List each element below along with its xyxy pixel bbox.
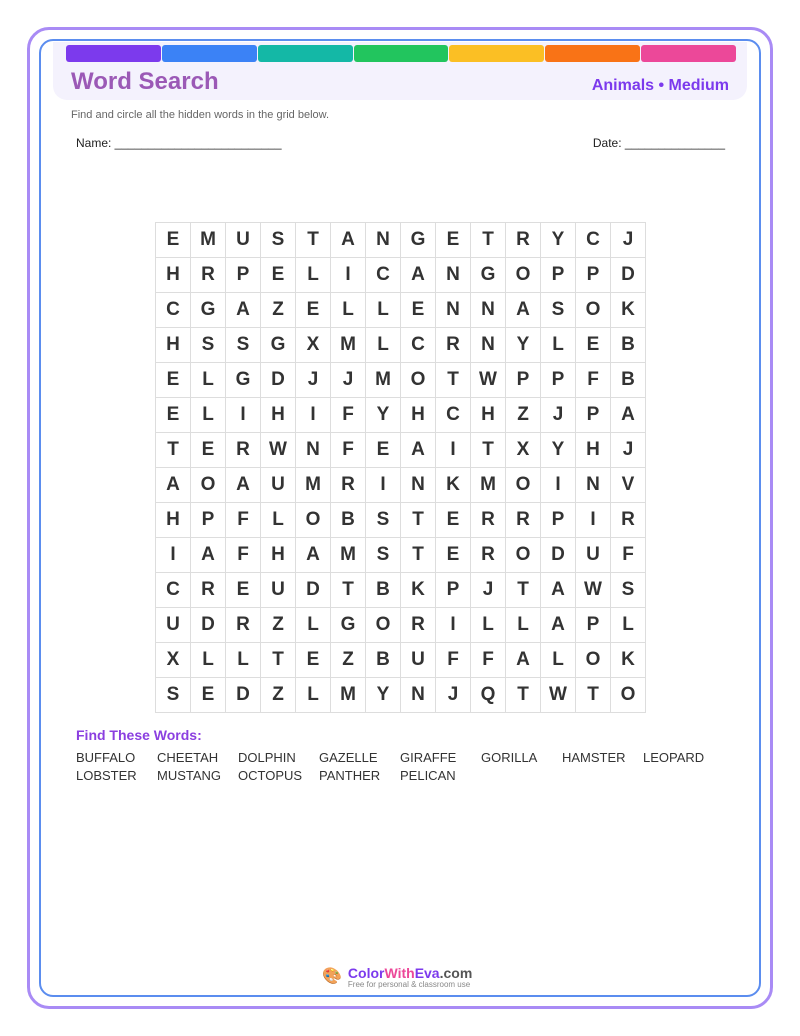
grid-cell[interactable]: L	[261, 503, 296, 538]
grid-cell[interactable]: T	[506, 573, 541, 608]
grid-cell[interactable]: S	[541, 293, 576, 328]
word-grid	[155, 222, 646, 713]
grid-cell[interactable]: R	[611, 503, 646, 538]
grid-cell[interactable]: C	[576, 223, 611, 258]
grid-cell[interactable]: T	[471, 433, 506, 468]
grid-cell[interactable]: D	[261, 363, 296, 398]
grid-cell[interactable]: S	[611, 573, 646, 608]
grid-cell[interactable]: H	[401, 398, 436, 433]
grid-cell[interactable]: W	[541, 678, 576, 713]
grid-cell[interactable]: M	[331, 328, 366, 363]
grid-cell[interactable]: B	[611, 328, 646, 363]
grid-cell[interactable]: L	[471, 608, 506, 643]
grid-cell[interactable]: A	[506, 293, 541, 328]
grid-cell[interactable]: E	[436, 223, 471, 258]
grid-cell[interactable]: W	[471, 363, 506, 398]
color-stripe	[66, 45, 161, 62]
grid-cell[interactable]: I	[541, 468, 576, 503]
page-title: Word Search	[71, 68, 219, 95]
grid-cell[interactable]: S	[366, 503, 401, 538]
grid-cell[interactable]: Y	[541, 433, 576, 468]
grid-cell[interactable]: N	[471, 328, 506, 363]
footer-tagline: Free for personal & classroom use	[347, 980, 471, 989]
grid-cell[interactable]: I	[156, 538, 191, 573]
grid-cell[interactable]: K	[611, 293, 646, 328]
grid-cell[interactable]: T	[471, 223, 506, 258]
grid-cell[interactable]: S	[191, 328, 226, 363]
grid-cell[interactable]: E	[156, 223, 191, 258]
grid-cell[interactable]: Z	[506, 398, 541, 433]
word-item: HAMSTER	[562, 750, 626, 765]
grid-cell[interactable]: H	[261, 398, 296, 433]
grid-cell[interactable]: L	[366, 293, 401, 328]
word-item: CHEETAH	[157, 750, 219, 765]
grid-cell[interactable]: O	[506, 538, 541, 573]
grid-cell[interactable]: R	[401, 608, 436, 643]
grid-cell[interactable]: F	[436, 643, 471, 678]
grid-cell[interactable]: I	[436, 433, 471, 468]
grid-cell[interactable]: R	[191, 258, 226, 293]
grid-cell[interactable]: N	[296, 433, 331, 468]
grid-cell[interactable]: T	[436, 363, 471, 398]
grid-cell[interactable]: C	[156, 293, 191, 328]
grid-cell[interactable]: F	[471, 643, 506, 678]
grid-cell[interactable]: D	[296, 573, 331, 608]
grid-cell[interactable]: U	[226, 223, 261, 258]
grid-cell[interactable]: H	[156, 503, 191, 538]
grid-cell[interactable]: R	[226, 433, 261, 468]
brand-color: Color	[347, 965, 385, 981]
grid-cell[interactable]: E	[401, 293, 436, 328]
grid-cell[interactable]: E	[296, 643, 331, 678]
grid-cell[interactable]: F	[576, 363, 611, 398]
grid-cell[interactable]: V	[611, 468, 646, 503]
grid-cell[interactable]: A	[331, 223, 366, 258]
grid-cell[interactable]: Z	[261, 608, 296, 643]
grid-cell[interactable]: B	[366, 643, 401, 678]
grid-cell[interactable]: T	[401, 503, 436, 538]
grid-cell[interactable]: C	[436, 398, 471, 433]
grid-cell[interactable]: P	[576, 258, 611, 293]
grid-cell[interactable]: P	[541, 503, 576, 538]
date-field: Date: _______________	[592, 136, 725, 150]
grid-cell[interactable]: A	[541, 573, 576, 608]
grid-cell[interactable]: U	[156, 608, 191, 643]
grid-cell[interactable]: O	[576, 293, 611, 328]
grid-cell[interactable]: F	[331, 433, 366, 468]
grid-cell[interactable]: E	[261, 258, 296, 293]
grid-cell[interactable]: F	[226, 538, 261, 573]
grid-cell[interactable]: I	[436, 608, 471, 643]
grid-cell[interactable]: J	[331, 363, 366, 398]
grid-cell[interactable]: G	[471, 258, 506, 293]
grid-cell[interactable]: D	[611, 258, 646, 293]
grid-cell[interactable]: A	[541, 608, 576, 643]
grid-cell[interactable]: F	[331, 398, 366, 433]
color-stripe	[545, 45, 640, 62]
footer-logo	[322, 966, 472, 989]
grid-cell[interactable]: X	[296, 328, 331, 363]
brand-com: .com	[439, 965, 473, 981]
grid-cell[interactable]: E	[366, 433, 401, 468]
grid-cell[interactable]: J	[541, 398, 576, 433]
word-item: LOBSTER	[76, 768, 137, 783]
grid-cell[interactable]: X	[506, 433, 541, 468]
color-stripe	[449, 45, 544, 62]
grid-cell[interactable]: N	[436, 258, 471, 293]
grid-cell[interactable]: D	[226, 678, 261, 713]
color-stripes	[66, 45, 736, 62]
word-item: PELICAN	[400, 768, 456, 783]
grid-cell[interactable]: C	[156, 573, 191, 608]
grid-cell[interactable]: I	[366, 468, 401, 503]
grid-cell[interactable]: A	[191, 538, 226, 573]
grid-cell[interactable]: L	[191, 398, 226, 433]
grid-cell[interactable]: O	[611, 678, 646, 713]
grid-cell[interactable]: Z	[331, 643, 366, 678]
grid-cell[interactable]: T	[261, 643, 296, 678]
grid-cell[interactable]: D	[541, 538, 576, 573]
grid-cell[interactable]: P	[576, 608, 611, 643]
grid-cell[interactable]: N	[401, 468, 436, 503]
grid-cell[interactable]: Q	[471, 678, 506, 713]
grid-cell[interactable]: R	[331, 468, 366, 503]
grid-cell[interactable]: T	[401, 538, 436, 573]
grid-cell[interactable]: P	[226, 258, 261, 293]
grid-cell[interactable]: Y	[541, 223, 576, 258]
grid-cell[interactable]: N	[471, 293, 506, 328]
grid-cell[interactable]: P	[541, 363, 576, 398]
grid-cell[interactable]: A	[401, 433, 436, 468]
name-field: Name: _________________________	[76, 136, 282, 150]
grid-cell[interactable]: Y	[366, 678, 401, 713]
grid-cell[interactable]: T	[576, 678, 611, 713]
grid-cell[interactable]: N	[436, 293, 471, 328]
grid-cell[interactable]: J	[296, 363, 331, 398]
grid-cell[interactable]: E	[296, 293, 331, 328]
grid-cell[interactable]: I	[576, 503, 611, 538]
word-item: PANTHER	[319, 768, 381, 783]
grid-cell[interactable]: E	[436, 538, 471, 573]
grid-cell[interactable]: T	[506, 678, 541, 713]
grid-cell[interactable]: S	[261, 223, 296, 258]
grid-cell[interactable]: H	[156, 258, 191, 293]
grid-cell[interactable]: J	[611, 223, 646, 258]
grid-cell[interactable]: L	[611, 608, 646, 643]
word-item: GORILLA	[481, 750, 538, 765]
grid-cell[interactable]: M	[471, 468, 506, 503]
grid-cell[interactable]: P	[506, 363, 541, 398]
grid-cell[interactable]: U	[261, 468, 296, 503]
grid-cell[interactable]: O	[296, 503, 331, 538]
grid-cell[interactable]: C	[401, 328, 436, 363]
grid-cell[interactable]: G	[191, 293, 226, 328]
grid-cell[interactable]: L	[541, 643, 576, 678]
brand-eva: Eva	[414, 965, 440, 981]
grid-cell[interactable]: L	[366, 328, 401, 363]
word-item: DOLPHIN	[238, 750, 296, 765]
grid-cell[interactable]: K	[401, 573, 436, 608]
word-item: MUSTANG	[157, 768, 222, 783]
grid-cell[interactable]: H	[576, 433, 611, 468]
grid-cell[interactable]: I	[226, 398, 261, 433]
grid-cell[interactable]: T	[331, 573, 366, 608]
grid-cell[interactable]: H	[156, 328, 191, 363]
grid-cell[interactable]: M	[331, 538, 366, 573]
grid-cell[interactable]: O	[506, 468, 541, 503]
grid-cell[interactable]: O	[366, 608, 401, 643]
word-list	[76, 750, 724, 783]
grid-cell[interactable]: Y	[366, 398, 401, 433]
grid-cell[interactable]: S	[226, 328, 261, 363]
grid-cell[interactable]: O	[401, 363, 436, 398]
grid-cell[interactable]: G	[401, 223, 436, 258]
color-stripe	[258, 45, 353, 62]
grid-cell[interactable]: S	[366, 538, 401, 573]
grid-cell[interactable]: E	[191, 433, 226, 468]
grid-cell[interactable]: P	[436, 573, 471, 608]
grid-cell[interactable]: C	[366, 258, 401, 293]
grid-cell[interactable]: O	[191, 468, 226, 503]
grid-cell[interactable]: L	[296, 678, 331, 713]
grid-cell[interactable]: N	[366, 223, 401, 258]
grid-cell[interactable]: L	[296, 608, 331, 643]
grid-cell[interactable]: G	[261, 328, 296, 363]
grid-cell[interactable]: F	[226, 503, 261, 538]
grid-cell[interactable]: A	[506, 643, 541, 678]
grid-cell[interactable]: H	[261, 538, 296, 573]
word-item: LEOPARD	[643, 750, 705, 765]
grid-cell[interactable]: E	[436, 503, 471, 538]
color-stripe	[162, 45, 257, 62]
color-stripe	[354, 45, 449, 62]
grid-cell[interactable]: R	[506, 503, 541, 538]
grid-cell[interactable]: P	[541, 258, 576, 293]
grid-cell[interactable]: A	[401, 258, 436, 293]
grid-cell[interactable]: H	[471, 398, 506, 433]
grid-cell[interactable]: L	[331, 293, 366, 328]
grid-cell[interactable]: B	[611, 363, 646, 398]
grid-cell[interactable]: M	[331, 678, 366, 713]
grid-cell[interactable]: J	[611, 433, 646, 468]
grid-cell[interactable]: X	[156, 643, 191, 678]
grid-cell[interactable]: I	[331, 258, 366, 293]
grid-cell[interactable]: B	[366, 573, 401, 608]
grid-cell[interactable]: R	[191, 573, 226, 608]
grid-cell[interactable]: R	[506, 223, 541, 258]
grid-cell[interactable]: L	[191, 363, 226, 398]
grid-cell[interactable]: M	[296, 468, 331, 503]
grid-cell[interactable]: L	[296, 258, 331, 293]
grid-cell[interactable]: R	[226, 608, 261, 643]
grid-cell[interactable]: R	[471, 503, 506, 538]
grid-cell[interactable]: J	[436, 678, 471, 713]
grid-cell[interactable]: B	[331, 503, 366, 538]
subtitle: Animals • Medium	[591, 77, 729, 94]
grid-cell[interactable]: D	[191, 608, 226, 643]
grid-cell[interactable]: U	[576, 538, 611, 573]
grid-cell[interactable]: A	[611, 398, 646, 433]
grid-cell[interactable]: A	[226, 468, 261, 503]
grid-cell[interactable]: T	[156, 433, 191, 468]
grid-cell[interactable]: O	[576, 643, 611, 678]
word-item: GIRAFFE	[400, 750, 457, 765]
grid-cell[interactable]: U	[261, 573, 296, 608]
grid-cell[interactable]: Z	[261, 293, 296, 328]
grid-cell[interactable]: E	[226, 573, 261, 608]
grid-cell[interactable]: L	[226, 643, 261, 678]
grid-cell[interactable]: S	[156, 678, 191, 713]
grid-cell[interactable]: I	[296, 398, 331, 433]
grid-cell[interactable]: E	[156, 398, 191, 433]
grid-cell[interactable]: F	[611, 538, 646, 573]
grid-cell[interactable]: W	[261, 433, 296, 468]
grid-cell[interactable]: U	[401, 643, 436, 678]
grid-cell[interactable]: T	[296, 223, 331, 258]
grid-cell[interactable]: N	[401, 678, 436, 713]
grid-cell[interactable]: E	[576, 328, 611, 363]
grid-cell[interactable]: J	[471, 573, 506, 608]
instructions: Find and circle all the hidden words in the grid below.	[71, 109, 330, 121]
grid-cell[interactable]: A	[226, 293, 261, 328]
grid-cell[interactable]: G	[331, 608, 366, 643]
grid-cell[interactable]: L	[506, 608, 541, 643]
word-item: BUFFALO	[76, 750, 136, 765]
grid-cell[interactable]: R	[436, 328, 471, 363]
grid-cell[interactable]: A	[296, 538, 331, 573]
grid-cell[interactable]: K	[611, 643, 646, 678]
grid-cell[interactable]: E	[156, 363, 191, 398]
grid-cell[interactable]: N	[576, 468, 611, 503]
grid-cell[interactable]: A	[156, 468, 191, 503]
word-item: GAZELLE	[319, 750, 378, 765]
word-item: OCTOPUS	[238, 768, 303, 783]
grid-cell[interactable]: Y	[506, 328, 541, 363]
grid-cell[interactable]: O	[506, 258, 541, 293]
word-list-heading: Find These Words:	[76, 727, 202, 743]
grid-cell[interactable]: M	[191, 223, 226, 258]
grid-cell[interactable]: M	[366, 363, 401, 398]
palette-icon: 🎨	[322, 968, 342, 985]
grid-cell[interactable]: P	[576, 398, 611, 433]
grid-cell[interactable]: L	[191, 643, 226, 678]
grid-cell[interactable]: G	[226, 363, 261, 398]
grid-cell[interactable]: W	[576, 573, 611, 608]
grid-cell[interactable]: Z	[261, 678, 296, 713]
grid-cell[interactable]: K	[436, 468, 471, 503]
grid-cell[interactable]: P	[191, 503, 226, 538]
grid-cell[interactable]: E	[191, 678, 226, 713]
brand-with: With	[384, 965, 415, 981]
color-stripe	[641, 45, 736, 62]
grid-cell[interactable]: R	[471, 538, 506, 573]
grid-cell[interactable]: L	[541, 328, 576, 363]
